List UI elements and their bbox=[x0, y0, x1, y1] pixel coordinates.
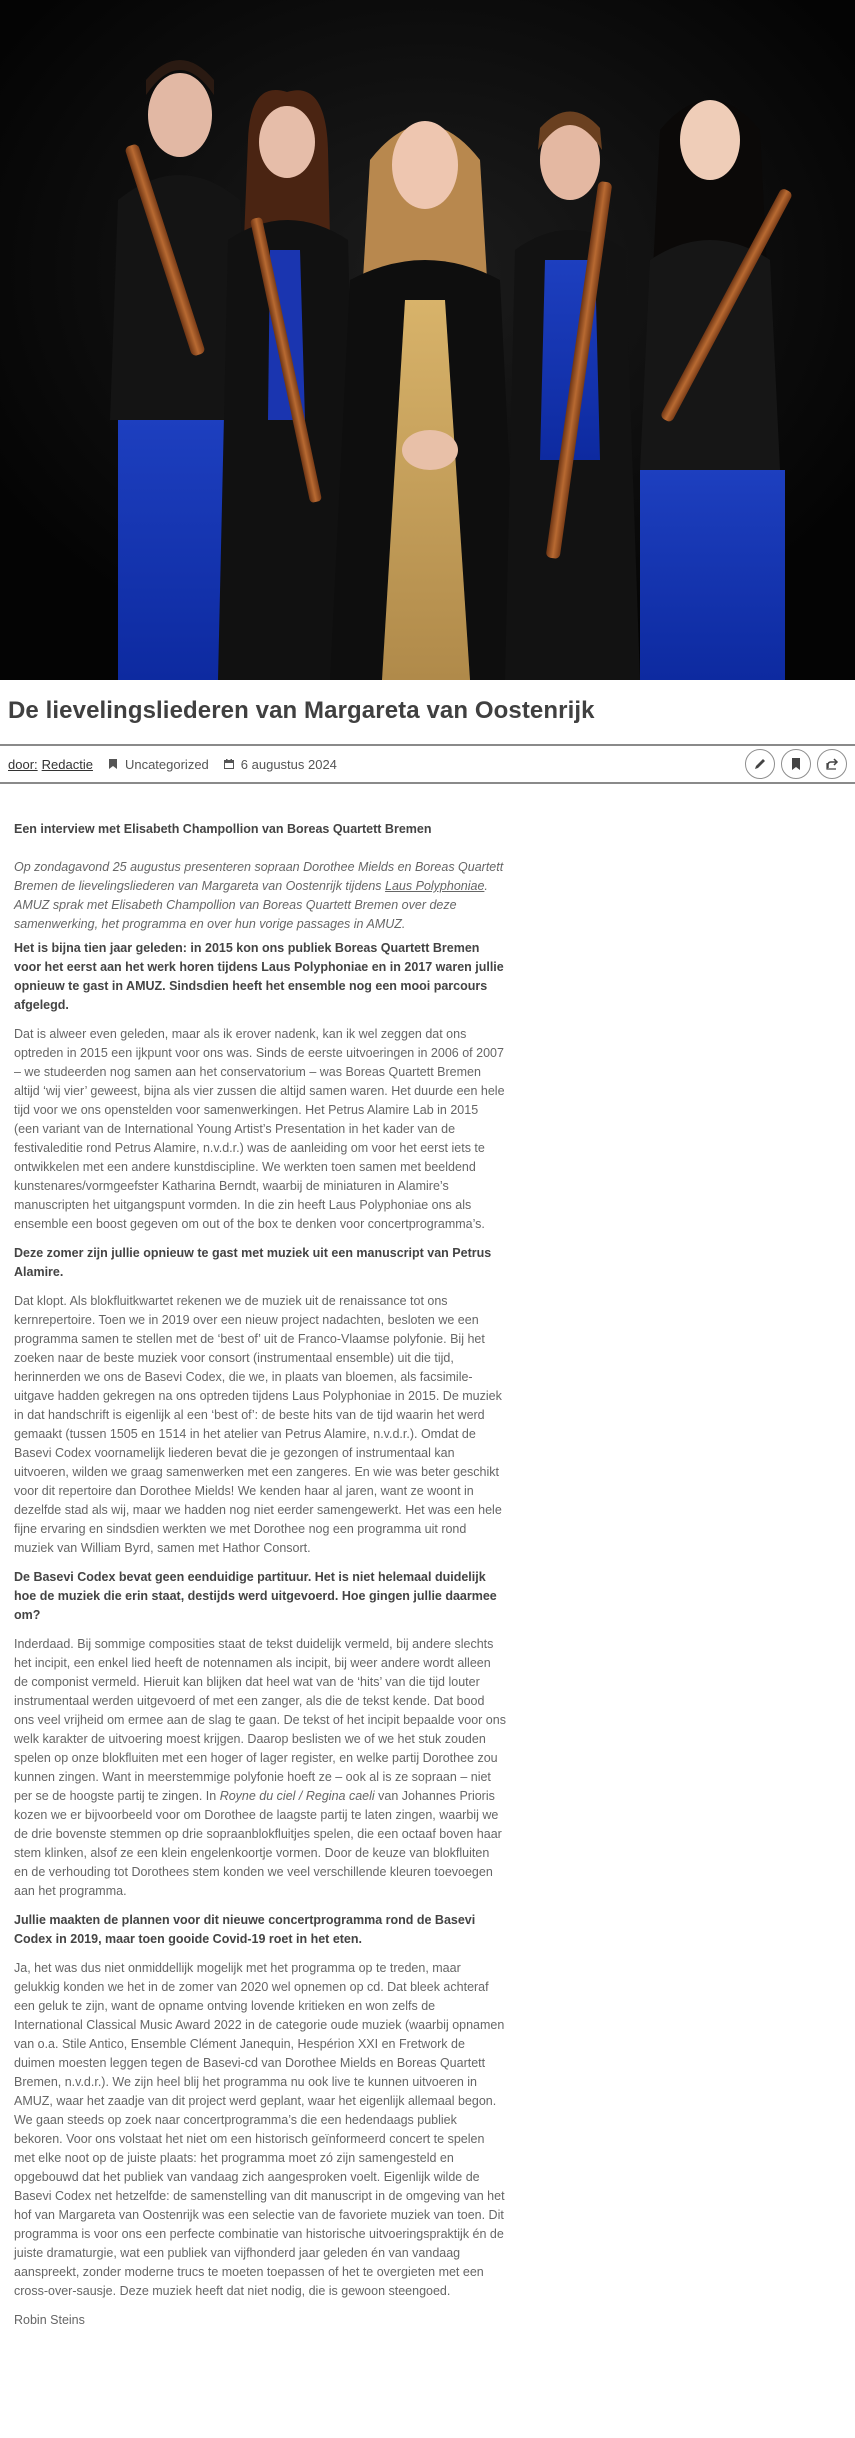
article-intro bbox=[14, 858, 506, 934]
post-meta-bar bbox=[0, 744, 855, 784]
laus-polyphoniae-link[interactable]: Laus Polyphoniae bbox=[385, 879, 485, 893]
author-signature: Robin Steins bbox=[14, 2313, 85, 2327]
author-meta bbox=[8, 757, 93, 772]
edit-button[interactable] bbox=[745, 749, 775, 779]
author-prefix: door: bbox=[8, 756, 38, 772]
ensemble-photo-illustration bbox=[0, 0, 855, 680]
page-title: De lievelingsliederen van Margareta van Oostenrijk bbox=[8, 697, 595, 724]
date-meta bbox=[223, 757, 337, 772]
answer-4: Ja, het was dus niet onmiddellijk mogelijk met het programma op te treden, maar gelukkig konden we het in de zomer van 2020 wel opnemen op cd. Dat bleek achteraf een geluk te zijn, want de opname ontving lovende kritieken en won zelfs de International Classical Music Award 2022 in de categorie oude muziek (waarbij opnamen van o.a. Stile Antico, Ensemble Clément Janequin, Hespérion XXI en Fretwork de duimen moesten leggen tegen de Basevi-cd van Dorothee Mields en Boreas Quartett Bremen, n.v.d.r.). We zijn heel blij het programma nu ook live te kunnen uitvoeren in AMUZ, waar het zaadje van dit project werd geplant, waar het eigenlijk allemaal begon. We gaan steeds op zoek naar concertprogramma’s die een hedendaags publiek bekoren. Voor ons volstaat het niet om een historisch geïnformeerd concert te spelen met elke noot op de juiste plaats: het programma moet zó zijn samengesteld en opgebouwd dat het publiek van vandaag zich aangesproken voelt. Eigenlijk wilde de Basevi Codex net hetzelfde: de samenstelling van dit manuscript in de omgeving van het hof van Margareta van Oostenrijk was een selectie van de favoriete muziek van toen. Dit programma is voor ons een perfecte combinatie van historische uitvoeringspraktijk én de juiste dramaturgie, wat een publiek van vijfhonderd jaar geleden én van vandaag aanspreekt, zonder moderne trucs te moeten toepassen of het te overgieten met een cross-over-sausje. Deze muziek heeft dat niet nodig, die is gewoon steengoed. bbox=[14, 1961, 505, 2298]
hero-photo bbox=[0, 0, 855, 680]
bookmark-icon bbox=[107, 758, 119, 770]
share-button[interactable] bbox=[817, 749, 847, 779]
article-subheading: Een interview met Elisabeth Champollion van Boreas Quartett Bremen bbox=[14, 822, 432, 836]
post-actions bbox=[745, 749, 847, 779]
question-4: Jullie maakten de plannen voor dit nieuwe concertprogramma rond de Basevi Codex in 2019, maar toen gooide Covid-19 roet in het eten. bbox=[14, 1913, 476, 1946]
answer-3-text-2: van Johannes Prioris kozen we er bijvoorbeeld voor om Dorothee de laagste partij te laten zingen, waarbij we de drie bovenste stemmen op drie sopraanblokfluitjes spelen, die een octaaf boven haar stem klinken, alsof ze een klein engelenkoortje vormen. Door de keuze van blokfluiten en de verhouding tot Dorothees stem konden we veel verschillende kleuren toevoegen aan het programma. bbox=[14, 1789, 502, 1898]
intro-text-1: Op zondagavond 25 augustus presenteren sopraan Dorothee Mields en Boreas Quartett Bremen de lievelingsliederen van Margareta van Oostenrijk tijdens bbox=[14, 860, 504, 893]
title-area bbox=[0, 680, 855, 742]
question-1: Het is bijna tien jaar geleden: in 2015 kon ons publiek Boreas Quartett Bremen voor het eerst aan het werk horen tijdens Laus Polyphoniae en in 2017 waren jullie opnieuw te gast in AMUZ. Sindsdien heeft het ensemble nog een mooi parcours afgelegd. bbox=[14, 941, 504, 1012]
answer-3-work-title: Royne du ciel / Regina caeli bbox=[219, 1789, 375, 1803]
bookmark-button[interactable] bbox=[781, 749, 811, 779]
question-2: Deze zomer zijn jullie opnieuw te gast met muziek uit een manuscript van Petrus Alamire. bbox=[14, 1246, 492, 1279]
intro-text-2: . AMUZ sprak met Elisabeth Champollion van Boreas Quartett Bremen over deze samenwerking, het programma en over hun vorige passages in AMUZ. bbox=[14, 879, 488, 931]
answer-1: Dat is alweer even geleden, maar als ik erover nadenk, kan ik wel zeggen dat ons optreden in 2015 een ijkpunt voor ons was. Sinds de eerste uitvoeringen in 2006 of 2007 – we studeerden nog samen aan het conservatorium – was Boreas Quartett Bremen altijd ‘wij vier’ geweest, bijna als vier zussen die altijd samen waren. Het duurde een hele tijd voor we ons openstelden voor samenwerkingen. Het Petrus Alamire Lab in 2015 (een variant van de International Young Artist’s Presentation in het kader van de festivaleditie rond Petrus Alamire, n.v.d.r.) was de aanleiding om voor het eerst iets te ontwikkelen met een andere kunstdiscipline. We werkten toen samen met beeldend kunstenares/vormgeefster Katharina Berndt, waarbij de miniaturen in Alamire’s manuscripten het uitgangspunt vormden. In die zin heeft Laus Polyphoniae ons als ensemble een boost gegeven om out of the box te denken voor concertprogramma’s. bbox=[14, 1027, 505, 1231]
answer-3 bbox=[14, 1635, 506, 1901]
post-date: 6 augustus 2024 bbox=[240, 756, 337, 772]
bookmark-icon bbox=[790, 757, 802, 771]
answer-3-text-1: Inderdaad. Bij sommige composities staat de tekst duidelijk vermeld, bij andere slechts het incipit, een enkel lied heeft de notennamen als incipit, bij weer andere wordt alleen de componist vermeld. Hieruit kan blijken dat heel wat van de ‘hits’ van die tijd louter instrumentaal werden uitgevoerd of met een zanger, als die de tekst kende. Dat bood ons veel vrijheid om ermee aan de slag te gaan. De tekst of het incipit bepaalde voor ons welk karakter de uitvoering moest krijgen. Daarop beslisten we of we het stuk zouden spelen op onze blokfluiten met een hoger of lager register, en welke partij Dorothee zou kunnen zingen. Want in meerstemmige polyfonie hoeft ze – ook al is ze sopraan – niet per se de hoogste partij te zingen. In bbox=[14, 1637, 506, 1803]
article-body bbox=[0, 784, 520, 2327]
author-link[interactable]: Redactie bbox=[41, 756, 93, 772]
calendar-icon bbox=[223, 758, 235, 770]
share-icon bbox=[825, 757, 839, 771]
answer-2: Dat klopt. Als blokfluitkwartet rekenen we de muziek uit de renaissance tot ons kernrepertoire. Toen we in 2019 over een nieuw project nadachten, besloten we een programma samen te stellen met de ‘best of’ uit de Franco-Vlaamse polyfonie. Bij het zoeken naar de beste muziek voor consort (instrumentaal ensemble) uit die tijd, herinnerden we ons de Basevi Codex, die we, in plaats van bloemen, als facsimile-uitgave hadden gekregen na ons optreden tijdens Laus Polyphoniae in 2015. De muziek in dat handschrift is eigenlijk al een ‘best of’: de beste hits van de tijd waarin het werd gemaakt (tussen 1505 en 1514 in het atelier van Petrus Alamire, n.v.d.r.). Omdat de Basevi Codex voornamelijk liederen bevat die je gezongen of instrumentaal kan uitvoeren, wilden we graag samenwerken met een zangeres. En wie was beter geschikt voor dit repertoire dan Dorothee Mields! We kenden haar al jaren, want ze woont in dezelfde stad als wij, maar we hadden nog niet eerder samengewerkt. Het was een hele fijne ervaring en sindsdien werkten we met Dorothee nog een programma uit rond muziek van William Byrd, samen met Hathor Consort. bbox=[14, 1294, 502, 1555]
category-meta bbox=[107, 757, 209, 772]
category-label[interactable]: Uncategorized bbox=[124, 756, 209, 772]
pencil-icon bbox=[753, 757, 767, 771]
question-3: De Basevi Codex bevat geen eenduidige partituur. Het is niet helemaal duidelijk hoe de muziek die erin staat, destijds werd uitgevoerd. Hoe gingen jullie daarmee om? bbox=[14, 1570, 497, 1622]
